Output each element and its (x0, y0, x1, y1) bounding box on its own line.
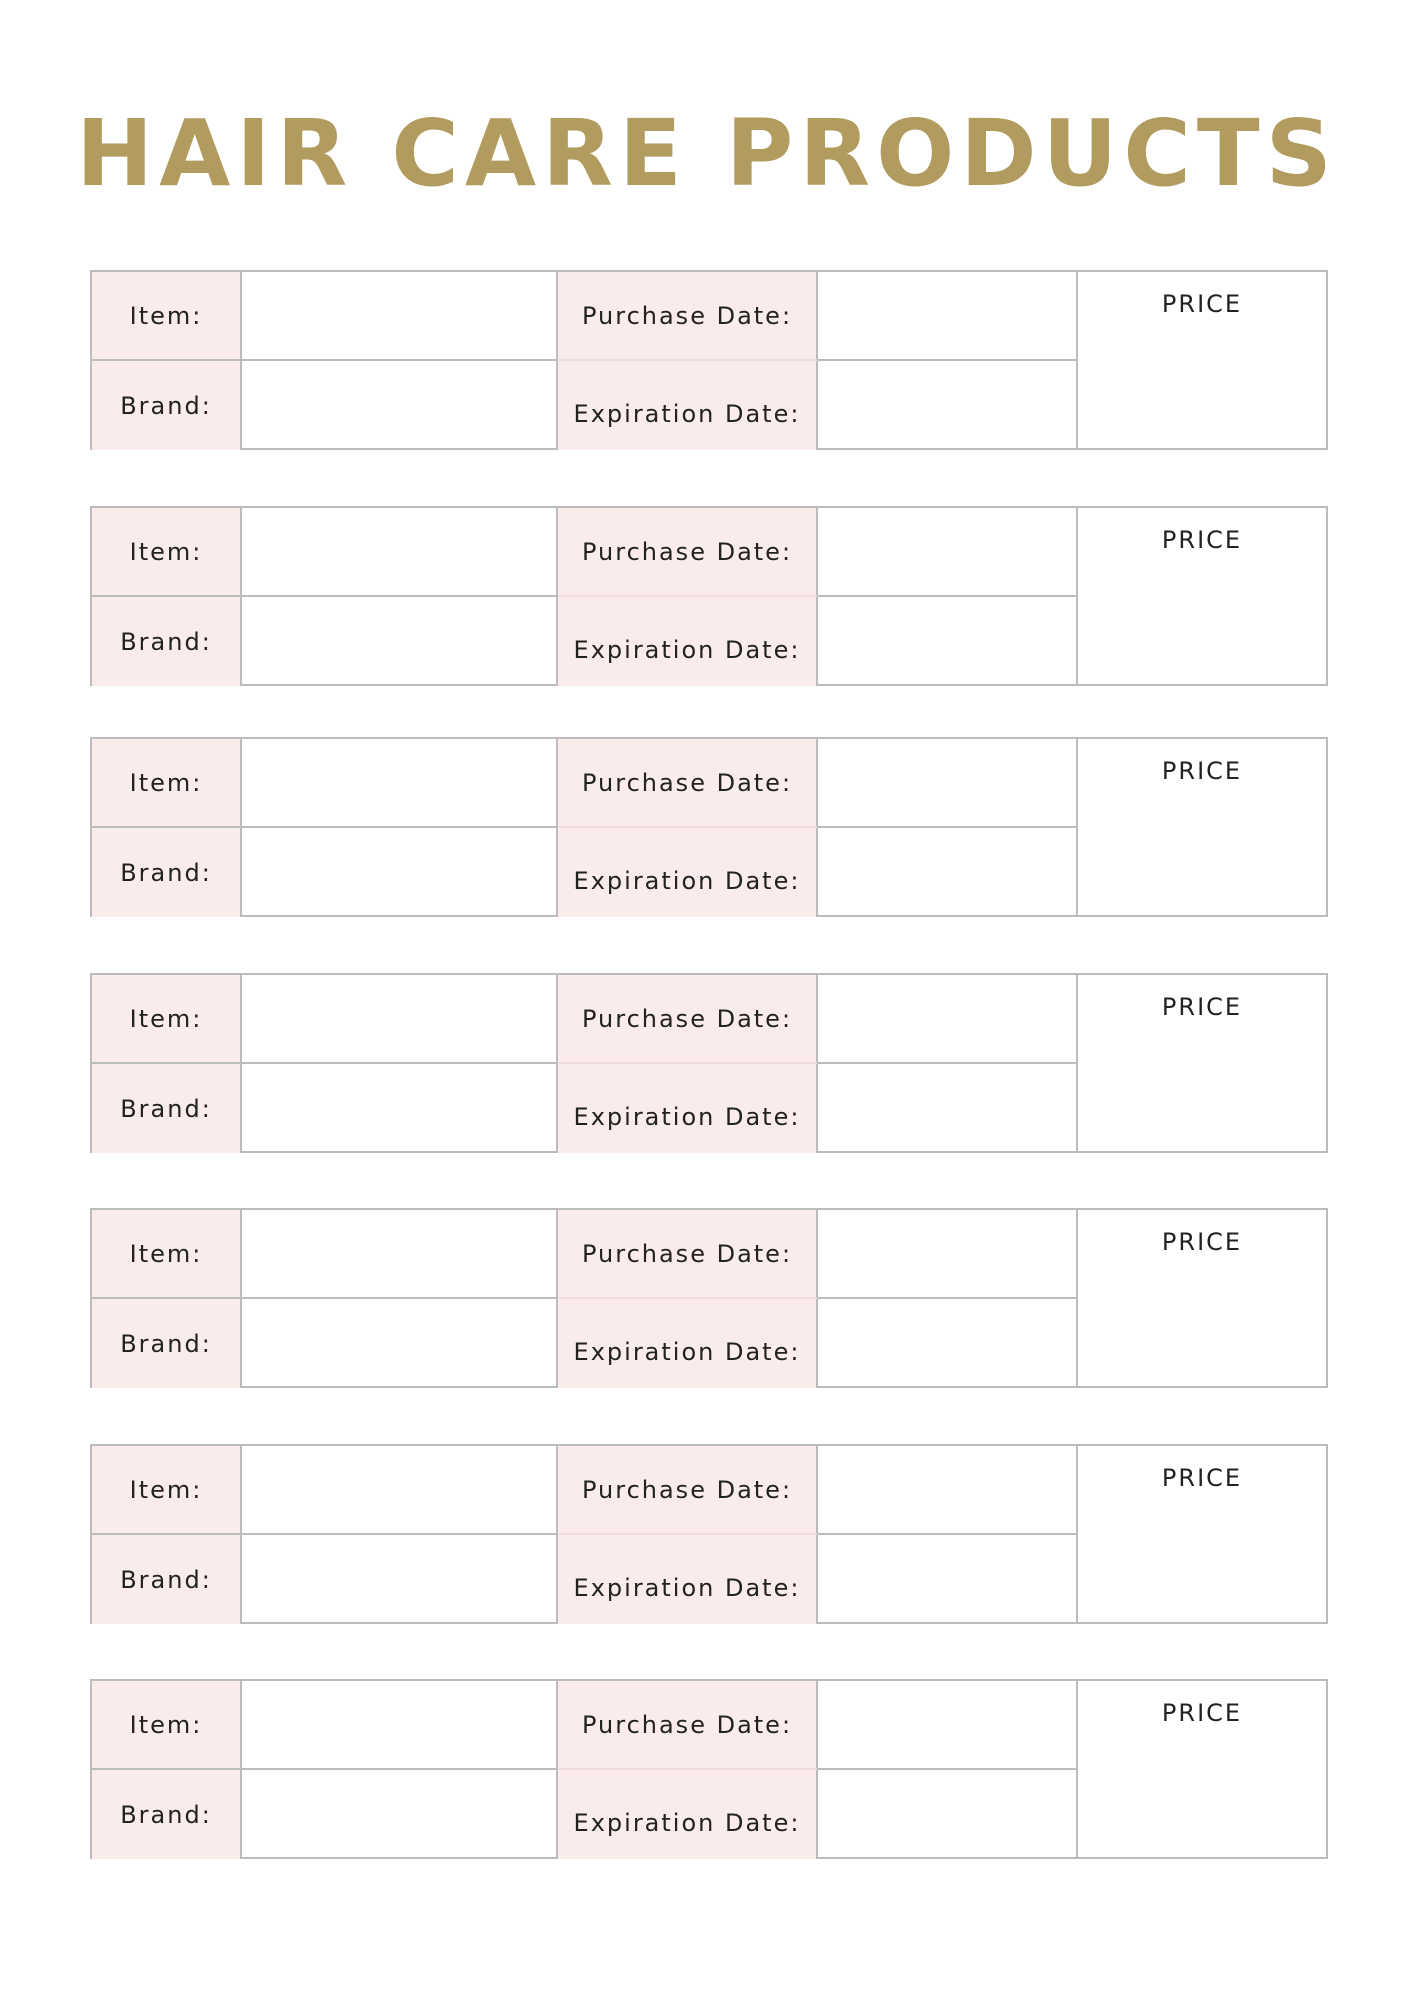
price-label: PRICE (1161, 757, 1243, 785)
brand-label: Brand: (92, 361, 242, 450)
item-field[interactable] (242, 975, 558, 1064)
item-field[interactable] (242, 272, 558, 361)
price-label: PRICE (1161, 1464, 1243, 1492)
price-field[interactable] (1078, 272, 1326, 448)
product-record (90, 737, 1328, 917)
item-field[interactable] (242, 508, 558, 597)
brand-field[interactable] (242, 361, 558, 450)
expiration-date-label: Expiration Date: (558, 1299, 818, 1388)
item-label: Item: (92, 1210, 242, 1299)
item-label: Item: (92, 739, 242, 828)
expiration-date-label: Expiration Date: (558, 597, 818, 686)
item-field[interactable] (242, 1681, 558, 1770)
price-field[interactable] (1078, 1681, 1326, 1857)
purchase-date-field[interactable] (818, 1210, 1078, 1299)
purchase-date-label: Purchase Date: (558, 1681, 818, 1770)
purchase-date-label: Purchase Date: (558, 272, 818, 361)
brand-label: Brand: (92, 1299, 242, 1388)
page-title: HAIR CARE PRODUCTS (76, 100, 1338, 207)
product-record (90, 1444, 1328, 1624)
item-field[interactable] (242, 1210, 558, 1299)
product-record (90, 1679, 1328, 1859)
item-label: Item: (92, 1446, 242, 1535)
price-label: PRICE (1161, 1228, 1243, 1256)
brand-label: Brand: (92, 1770, 242, 1859)
price-label: PRICE (1161, 290, 1243, 318)
brand-field[interactable] (242, 597, 558, 686)
purchase-date-label: Purchase Date: (558, 508, 818, 597)
item-label: Item: (92, 975, 242, 1064)
purchase-date-label: Purchase Date: (558, 1210, 818, 1299)
purchase-date-label: Purchase Date: (558, 739, 818, 828)
product-record (90, 270, 1328, 450)
item-label: Item: (92, 1681, 242, 1770)
price-field[interactable] (1078, 508, 1326, 684)
item-field[interactable] (242, 1446, 558, 1535)
product-record (90, 506, 1328, 686)
price-field[interactable] (1078, 739, 1326, 915)
brand-label: Brand: (92, 1535, 242, 1624)
expiration-date-label: Expiration Date: (558, 1535, 818, 1624)
expiration-date-label: Expiration Date: (558, 1770, 818, 1859)
product-record (90, 973, 1328, 1153)
purchase-date-label: Purchase Date: (558, 1446, 818, 1535)
price-field[interactable] (1078, 975, 1326, 1151)
purchase-date-field[interactable] (818, 1446, 1078, 1535)
expiration-date-field[interactable] (818, 361, 1078, 450)
price-label: PRICE (1161, 526, 1243, 554)
expiration-date-field[interactable] (818, 1299, 1078, 1388)
price-label: PRICE (1161, 993, 1243, 1021)
product-record (90, 1208, 1328, 1388)
brand-label: Brand: (92, 597, 242, 686)
price-field[interactable] (1078, 1210, 1326, 1386)
item-label: Item: (92, 508, 242, 597)
purchase-date-field[interactable] (818, 1681, 1078, 1770)
brand-field[interactable] (242, 828, 558, 917)
expiration-date-field[interactable] (818, 1064, 1078, 1153)
expiration-date-label: Expiration Date: (558, 361, 818, 450)
purchase-date-field[interactable] (818, 975, 1078, 1064)
expiration-date-field[interactable] (818, 1770, 1078, 1859)
purchase-date-label: Purchase Date: (558, 975, 818, 1064)
brand-field[interactable] (242, 1770, 558, 1859)
item-label: Item: (92, 272, 242, 361)
purchase-date-field[interactable] (818, 508, 1078, 597)
brand-label: Brand: (92, 828, 242, 917)
item-field[interactable] (242, 739, 558, 828)
expiration-date-field[interactable] (818, 1535, 1078, 1624)
purchase-date-field[interactable] (818, 739, 1078, 828)
expiration-date-field[interactable] (818, 828, 1078, 917)
expiration-date-field[interactable] (818, 597, 1078, 686)
brand-field[interactable] (242, 1299, 558, 1388)
brand-label: Brand: (92, 1064, 242, 1153)
price-label: PRICE (1161, 1699, 1243, 1727)
expiration-date-label: Expiration Date: (558, 1064, 818, 1153)
brand-field[interactable] (242, 1535, 558, 1624)
purchase-date-field[interactable] (818, 272, 1078, 361)
price-field[interactable] (1078, 1446, 1326, 1622)
brand-field[interactable] (242, 1064, 558, 1153)
expiration-date-label: Expiration Date: (558, 828, 818, 917)
